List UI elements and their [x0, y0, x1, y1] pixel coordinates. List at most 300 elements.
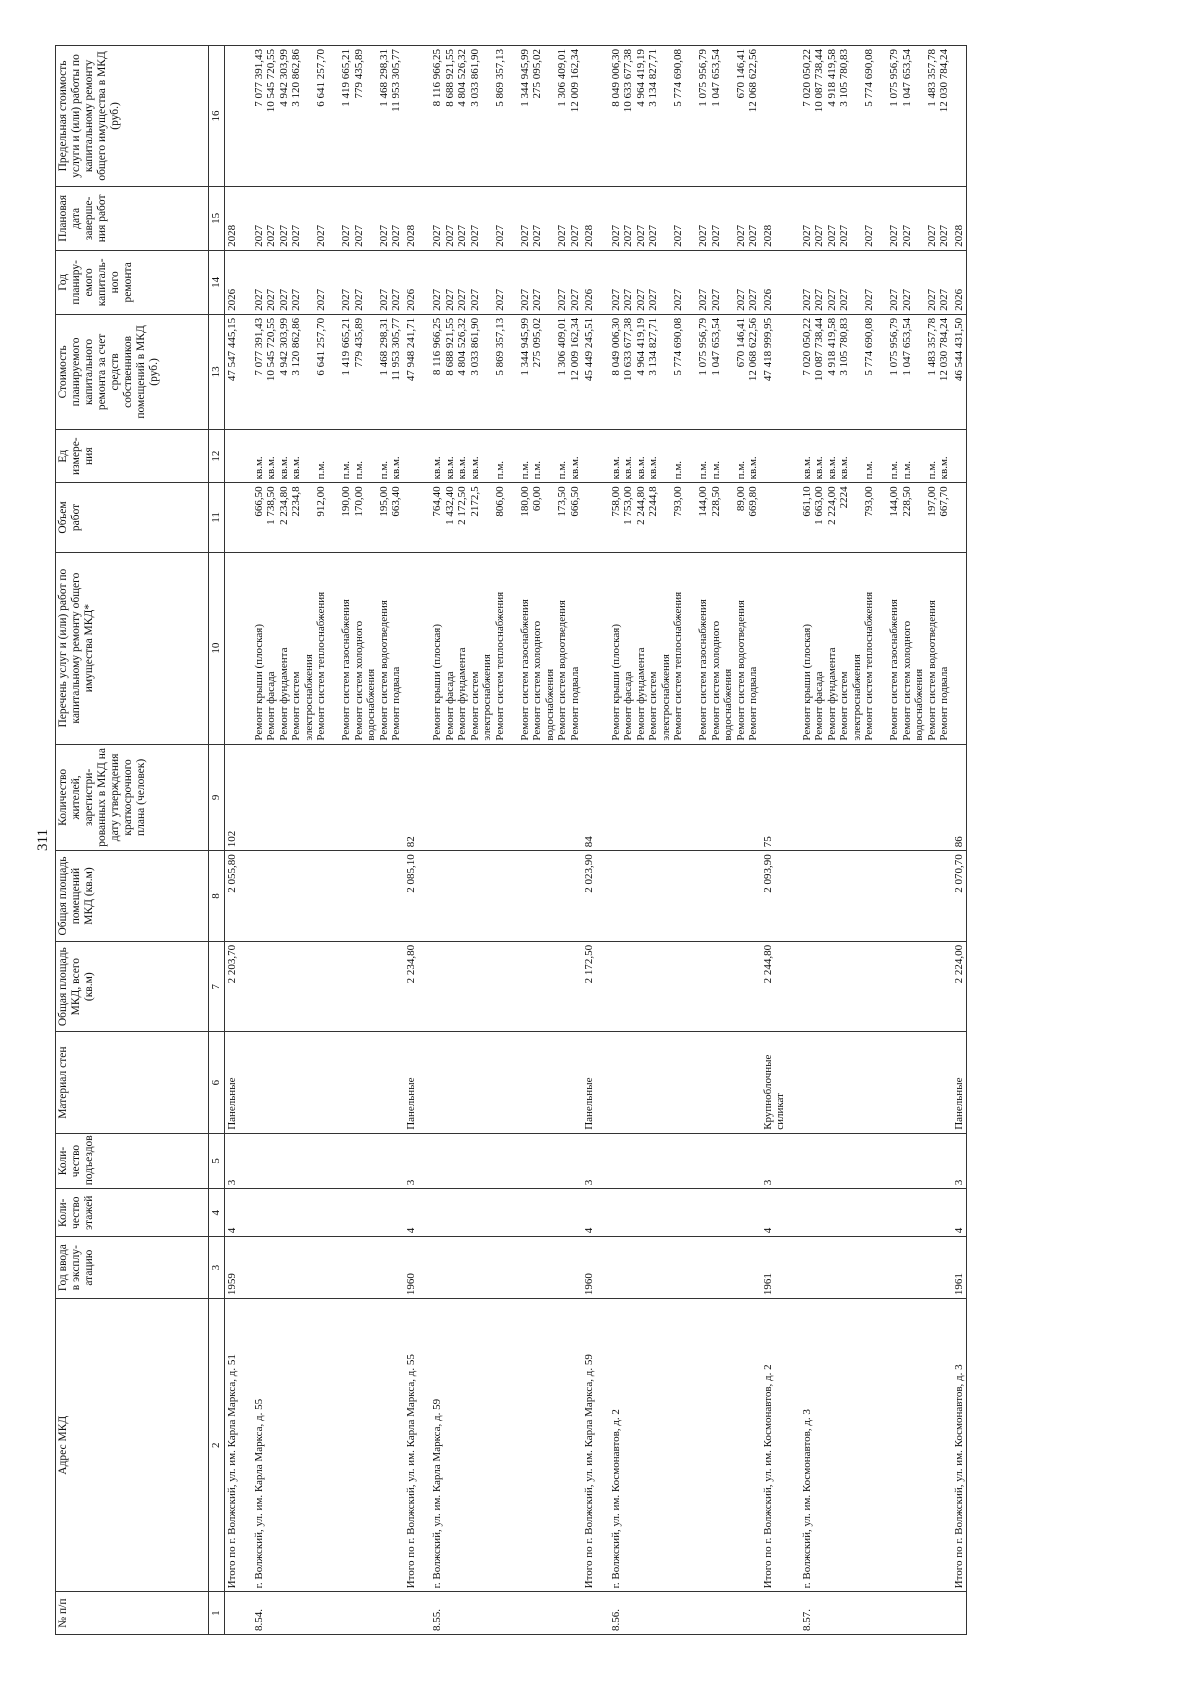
- cell-line: Ремонт фасада: [443, 671, 456, 741]
- cell-line: электроснабжения: [850, 654, 863, 741]
- cell-c8: [418, 851, 582, 942]
- column-header: Стоимость планируемого капитального ремонта за счет средств собственников помещений в МКД (руб.): [56, 314, 209, 429]
- cell-line: 3 120 862,86: [290, 49, 302, 107]
- cell-c8: 2 093,90: [761, 851, 788, 942]
- cell-line: 5 869 357,13: [493, 317, 506, 376]
- cell-line: 190,00: [340, 486, 352, 517]
- cell-c3: 1960: [582, 1237, 597, 1299]
- cell-line: [365, 254, 378, 311]
- cell-line: 2027: [672, 224, 684, 247]
- cell-line: 2027: [493, 224, 506, 247]
- cell-line: п.м.: [734, 460, 747, 480]
- cell-line: [544, 49, 557, 183]
- cell-line: 2027: [838, 224, 850, 247]
- header-row: [56, 46, 209, 1635]
- cell-c12: [404, 430, 419, 483]
- column-number: 3: [209, 1237, 225, 1299]
- cell-line: [303, 433, 316, 479]
- cell-line: 12 009 162,34: [568, 49, 581, 113]
- cell-line: 661,10: [800, 486, 813, 517]
- cell-c14: [788, 250, 952, 314]
- cell-c2: г. Волжский, ул. им. Карла Маркса, д. 55: [240, 1299, 404, 1592]
- cell-line: электроснабжения: [659, 654, 672, 741]
- cell-c4: 4: [952, 1189, 967, 1237]
- column-header: Перечень услуг и (или) работ по капитальному ремонту общего имущества МКД*: [56, 552, 209, 744]
- cell-line: 2028: [583, 224, 595, 247]
- cell-line: [506, 254, 519, 311]
- cell-line: [365, 190, 378, 247]
- cell-line: 1 753,00: [622, 486, 634, 525]
- cell-line: кв.м.: [938, 456, 950, 480]
- cell-line: 2027: [456, 224, 468, 247]
- cell-c13: [788, 314, 952, 429]
- cell-line: 2027: [747, 224, 759, 247]
- cell-line: Ремонт систем: [838, 671, 850, 741]
- cell-c8: [597, 851, 761, 942]
- cell-line: [544, 254, 557, 311]
- cell-line: [660, 254, 673, 311]
- cell-line: 2027: [493, 288, 506, 311]
- cell-c4: 4: [404, 1189, 419, 1237]
- cell-line: Ремонт крыши (плоская): [431, 623, 443, 741]
- cell-line: 2 172,50: [456, 486, 468, 525]
- cell-line: 12 068 622,56: [747, 317, 759, 382]
- cell-line: 1 075 956,79: [697, 317, 709, 376]
- cell-line: 2027: [813, 288, 825, 311]
- column-number: 9: [209, 744, 225, 851]
- cell-c13: [404, 314, 419, 429]
- cell-c6: [240, 1032, 404, 1133]
- cell-line: 6 641 257,70: [315, 317, 327, 376]
- cell-line: [506, 318, 519, 426]
- cell-c11: [418, 483, 582, 552]
- cell-c10: [225, 552, 240, 744]
- cell-line: 2027: [431, 288, 443, 311]
- cell-line: [481, 190, 494, 247]
- cell-line: 2028: [226, 224, 238, 247]
- cell-line: Ремонт систем водоотведения: [734, 600, 747, 741]
- cell-line: п.м.: [377, 460, 390, 480]
- cell-line: 2027: [456, 288, 468, 311]
- column-number: 10: [209, 552, 225, 744]
- cell-c3: [788, 1237, 952, 1299]
- cell-line: 2026: [404, 288, 417, 311]
- cell-line: 2027: [390, 224, 402, 247]
- cell-c16: [788, 46, 952, 187]
- cell-line: 2027: [568, 224, 581, 247]
- cell-c3: 1960: [404, 1237, 419, 1299]
- cell-line: [660, 433, 673, 479]
- cell-line: 2027: [518, 288, 531, 311]
- cell-line: 2027: [938, 288, 950, 311]
- cell-line: 8 116 966,25: [431, 317, 443, 376]
- cell-line: Ремонт систем теплоснабжения: [863, 591, 875, 741]
- cell-c10: [952, 552, 967, 744]
- cell-line: [544, 486, 557, 548]
- cell-line: Ремонт систем водоотведения: [556, 600, 568, 741]
- cell-line: 7 020 050,22: [800, 317, 813, 376]
- cell-c1: 8.55.: [418, 1592, 582, 1635]
- cell-c13: [597, 314, 761, 429]
- cell-line: Ремонт систем: [290, 671, 302, 741]
- cell-line: 2027: [709, 288, 722, 311]
- cell-line: 1 306 409,01: [556, 49, 568, 107]
- cell-line: 47 418 999,95: [761, 317, 774, 382]
- column-number: 12: [209, 430, 225, 483]
- cell-line: 1 075 956,79: [888, 49, 900, 107]
- cell-line: 170,00: [352, 486, 365, 517]
- cell-c15: [952, 186, 967, 250]
- cell-line: 1 483 357,78: [925, 317, 938, 376]
- cell-line: [544, 190, 557, 247]
- cell-line: 8 049 006,30: [609, 49, 622, 107]
- cell-line: 2027: [556, 288, 568, 311]
- cell-line: 806,00: [493, 486, 506, 517]
- cell-line: 8 116 966,25: [431, 49, 443, 107]
- cell-c5: 3: [404, 1133, 419, 1188]
- cell-line: 2026: [583, 288, 595, 311]
- cell-line: 2027: [431, 224, 443, 247]
- cell-line: [506, 190, 519, 247]
- cell-line: 666,50: [568, 486, 581, 517]
- cell-line: кв.м.: [747, 456, 759, 480]
- cell-line: 47 948 241,71: [404, 317, 417, 382]
- cell-line: [303, 254, 316, 311]
- cell-c5: [788, 1133, 952, 1188]
- cell-line: 2027: [290, 288, 302, 311]
- object-row: [597, 46, 761, 1635]
- cell-c8: 2 023,90: [582, 851, 597, 942]
- cell-c15: [404, 186, 419, 250]
- cell-line: [365, 318, 378, 426]
- cell-line: Ремонт систем газоснабжения: [340, 599, 352, 741]
- cell-line: 12 009 162,34: [568, 317, 581, 382]
- cell-c10: [582, 552, 597, 744]
- cell-line: 1 468 298,31: [377, 317, 390, 376]
- cell-line: 10 087 738,44: [813, 317, 825, 382]
- cell-c3: [597, 1237, 761, 1299]
- cell-line: 89,00: [734, 486, 747, 512]
- column-number: 7: [209, 941, 225, 1032]
- cell-c3: 1961: [761, 1237, 788, 1299]
- cell-c1: [952, 1592, 967, 1635]
- column-number: 13: [209, 314, 225, 429]
- cell-c4: 4: [225, 1189, 240, 1237]
- cell-line: кв.м.: [468, 456, 481, 480]
- cell-line: 2027: [634, 288, 647, 311]
- cell-c8: [240, 851, 404, 942]
- cell-c2: Итого по г. Волжский, ул. им. Карла Маркса, д. 51: [225, 1299, 240, 1592]
- cell-line: 1 663,00: [813, 486, 825, 525]
- cell-line: 2027: [634, 224, 647, 247]
- cell-line: 1 432,40: [443, 486, 456, 525]
- cell-line: Ремонт фундамента: [825, 647, 838, 741]
- cell-line: 2027: [813, 224, 825, 247]
- cell-c14: [582, 250, 597, 314]
- cell-c15: [225, 186, 240, 250]
- cell-line: Ремонт фундамента: [277, 647, 290, 741]
- cell-line: 180,00: [518, 486, 531, 517]
- cell-line: п.м.: [352, 460, 365, 480]
- cell-line: [506, 556, 519, 741]
- cell-c13: [418, 314, 582, 429]
- cell-line: 2027: [265, 288, 277, 311]
- cell-line: кв.м.: [622, 456, 634, 480]
- cell-line: [328, 254, 341, 311]
- cell-c8: 2 055,80: [225, 851, 240, 942]
- cell-c11: [240, 483, 404, 552]
- cell-c2: Итого по г. Волжский, ул. им. Космонавтов, д. 3: [952, 1299, 967, 1592]
- cell-line: кв.м.: [443, 456, 456, 480]
- cell-c16: [240, 46, 404, 187]
- cell-line: 2026: [952, 288, 965, 311]
- cell-line: [722, 486, 735, 548]
- cell-line: 2028: [952, 224, 965, 247]
- cell-line: [722, 190, 735, 247]
- cell-c6: [597, 1032, 761, 1133]
- total-row: [404, 46, 419, 1635]
- cell-line: 12 030 784,24: [938, 317, 950, 382]
- cell-line: 7 077 391,43: [252, 49, 265, 107]
- column-header: Предельная стоимость услуги и (или) работы по капитальному ремонту общего имущества в МКД (руб.): [56, 46, 209, 187]
- cell-line: 1 047 653,54: [900, 317, 913, 376]
- cell-c3: [418, 1237, 582, 1299]
- cell-line: [876, 49, 889, 183]
- cell-c5: 3: [952, 1133, 967, 1188]
- cell-c2: г. Волжский, ул. им. Космонавтов, д. 3: [788, 1299, 952, 1592]
- cell-line: п.м.: [900, 460, 913, 480]
- cell-c4: [788, 1189, 952, 1237]
- column-header: Коли-чество подъездов: [56, 1133, 209, 1188]
- cell-line: 2027: [622, 224, 634, 247]
- cell-line: [722, 433, 735, 479]
- cell-line: 2027: [252, 288, 265, 311]
- cell-c5: 3: [582, 1133, 597, 1188]
- cell-c8: [788, 851, 952, 942]
- cell-line: Ремонт систем теплоснабжения: [493, 591, 506, 741]
- cell-line: [506, 433, 519, 479]
- cell-line: [506, 49, 519, 183]
- cell-line: 3 134 827,71: [647, 317, 659, 376]
- cell-line: 3 105 780,83: [838, 49, 850, 107]
- cell-line: 275 095,02: [531, 49, 543, 99]
- cell-c7: 2 234,80: [404, 941, 419, 1032]
- cell-line: 10 545 720,55: [265, 49, 277, 113]
- cell-c5: [240, 1133, 404, 1188]
- cell-line: 4 804 526,32: [456, 317, 468, 376]
- cell-line: 2028: [761, 224, 774, 247]
- cell-line: 5 869 357,13: [493, 49, 506, 107]
- cell-c9: [788, 744, 952, 851]
- cell-c2: г. Волжский, ул. им. Карла Маркса, д. 59: [418, 1299, 582, 1592]
- cell-line: 912,00: [315, 486, 327, 517]
- cell-line: 173,50: [556, 486, 568, 517]
- cell-line: кв.м.: [609, 456, 622, 480]
- cell-c1: 8.56.: [597, 1592, 761, 1635]
- cell-c15: [418, 186, 582, 250]
- cell-line: [851, 254, 864, 311]
- cell-line: кв.м.: [252, 456, 265, 480]
- cell-line: [481, 486, 494, 548]
- cell-line: 2027: [900, 288, 913, 311]
- cell-line: 10 633 677,38: [622, 317, 634, 382]
- cell-line: водоснабжения: [543, 668, 556, 741]
- cell-c16: [761, 46, 788, 187]
- cell-line: 2027: [377, 288, 390, 311]
- column-number: 16: [209, 46, 225, 187]
- cell-line: [660, 49, 673, 183]
- cell-c10: [418, 552, 582, 744]
- cell-c6: Панельные: [952, 1032, 967, 1133]
- cell-line: Ремонт подвала: [938, 666, 950, 741]
- cell-line: Ремонт систем газоснабжения: [518, 599, 531, 741]
- cell-c12: [418, 430, 582, 483]
- cell-line: 4 942 303,99: [277, 49, 290, 107]
- cell-line: электроснабжения: [481, 654, 493, 741]
- cell-line: 3 105 780,83: [838, 317, 850, 376]
- cell-line: [365, 433, 378, 479]
- cell-line: Ремонт крыши (плоская): [609, 623, 622, 741]
- cell-c7: [788, 941, 952, 1032]
- cell-line: 2027: [518, 224, 531, 247]
- cell-line: 5 774 690,08: [672, 317, 684, 376]
- cell-c1: 8.54.: [240, 1592, 404, 1635]
- cell-line: Ремонт фасада: [265, 671, 277, 741]
- column-number-row: [209, 46, 225, 1635]
- cell-line: кв.м.: [277, 456, 290, 480]
- cell-line: [876, 254, 889, 311]
- cell-line: 2027: [734, 224, 747, 247]
- cell-line: [876, 190, 889, 247]
- cell-c5: [597, 1133, 761, 1188]
- cell-line: 1 419 665,21: [340, 49, 352, 107]
- cell-c6: Панельные: [404, 1032, 419, 1133]
- cell-line: 663,40: [390, 486, 402, 517]
- column-number: 5: [209, 1133, 225, 1188]
- cell-line: Ремонт систем холодного: [709, 620, 722, 741]
- cell-line: 2027: [647, 288, 659, 311]
- total-row: [761, 46, 788, 1635]
- cell-line: 4 918 419,58: [825, 317, 838, 376]
- cell-c9: 86: [952, 744, 967, 851]
- cell-c11: [582, 483, 597, 552]
- cell-line: 764,40: [431, 486, 443, 517]
- cell-line: 6 641 257,70: [315, 49, 327, 107]
- cell-c2: г. Волжский, ул. им. Космонавтов, д. 2: [597, 1299, 761, 1592]
- cell-line: [481, 318, 494, 426]
- cell-line: 666,50: [252, 486, 265, 517]
- cell-c15: [788, 186, 952, 250]
- cell-line: 2027: [747, 288, 759, 311]
- cell-line: 12 030 784,24: [938, 49, 950, 113]
- total-row: [225, 46, 240, 1635]
- cell-line: 4 804 526,32: [456, 49, 468, 107]
- cell-line: [851, 318, 864, 426]
- cell-c14: [952, 250, 967, 314]
- cell-line: [481, 254, 494, 311]
- document-sheet: [35, 45, 967, 1635]
- cell-line: 1 419 665,21: [340, 317, 352, 376]
- cell-line: кв.м.: [456, 456, 468, 480]
- cell-line: [722, 318, 735, 426]
- cell-line: 779 435,89: [352, 49, 365, 99]
- cell-c6: Панельные: [225, 1032, 240, 1133]
- cell-line: 2027: [468, 224, 481, 247]
- cell-c9: [240, 744, 404, 851]
- column-header: Коли-чество этажей: [56, 1189, 209, 1237]
- cell-line: 2027: [443, 288, 456, 311]
- cell-c14: [597, 250, 761, 314]
- cell-line: кв.м.: [431, 456, 443, 480]
- cell-line: Ремонт систем холодного: [531, 620, 543, 741]
- cell-line: п.м.: [315, 460, 327, 480]
- cell-line: 12 068 622,56: [747, 49, 759, 113]
- cell-line: 2027: [925, 288, 938, 311]
- column-header: Адрес МКД: [56, 1299, 209, 1592]
- cell-c7: 2 172,50: [582, 941, 597, 1032]
- column-number: 8: [209, 851, 225, 942]
- column-number: 6: [209, 1032, 225, 1133]
- cell-c14: [761, 250, 788, 314]
- cell-c10: [597, 552, 761, 744]
- cell-line: 2027: [900, 224, 913, 247]
- cell-line: [851, 49, 864, 183]
- cell-line: 2026: [226, 288, 238, 311]
- cell-line: 2027: [825, 288, 838, 311]
- cell-line: [851, 433, 864, 479]
- cell-line: кв.м.: [265, 456, 277, 480]
- cell-line: [328, 190, 341, 247]
- cell-c14: [418, 250, 582, 314]
- cell-c16: [952, 46, 967, 187]
- cell-c12: [240, 430, 404, 483]
- cell-c9: 82: [404, 744, 419, 851]
- cell-c7: 2 203,70: [225, 941, 240, 1032]
- cell-c4: 4: [582, 1189, 597, 1237]
- cell-line: п.м.: [672, 460, 684, 480]
- cell-c4: [240, 1189, 404, 1237]
- cell-line: 2028: [404, 224, 417, 247]
- cell-line: 45 449 245,51: [583, 317, 595, 382]
- cell-line: 275 095,02: [531, 317, 543, 368]
- cell-c15: [240, 186, 404, 250]
- cell-line: [913, 190, 926, 247]
- cell-c3: [240, 1237, 404, 1299]
- cell-c11: [404, 483, 419, 552]
- cell-line: 1 344 945,99: [518, 49, 531, 107]
- cell-line: 2027: [315, 224, 327, 247]
- cell-line: 8 688 921,55: [443, 317, 456, 376]
- column-number: 1: [209, 1592, 225, 1635]
- cell-line: 7 077 391,43: [252, 317, 265, 376]
- cell-c6: [788, 1032, 952, 1133]
- cell-line: [660, 190, 673, 247]
- cell-c16: [404, 46, 419, 187]
- cell-line: 2027: [888, 224, 900, 247]
- cell-line: 2027: [568, 288, 581, 311]
- cell-c5: 3: [761, 1133, 788, 1188]
- column-header: Год планиру-емого капиталь-ного ремонта: [56, 250, 209, 314]
- cell-line: [328, 556, 341, 741]
- column-number: 11: [209, 483, 225, 552]
- cell-line: [303, 318, 316, 426]
- page-number: 311: [35, 829, 51, 851]
- cell-line: 3 033 861,90: [468, 49, 481, 107]
- cell-line: 228,50: [900, 486, 913, 517]
- cell-line: Ремонт подвала: [747, 666, 759, 741]
- cell-line: 2027: [888, 288, 900, 311]
- cell-c10: [761, 552, 788, 744]
